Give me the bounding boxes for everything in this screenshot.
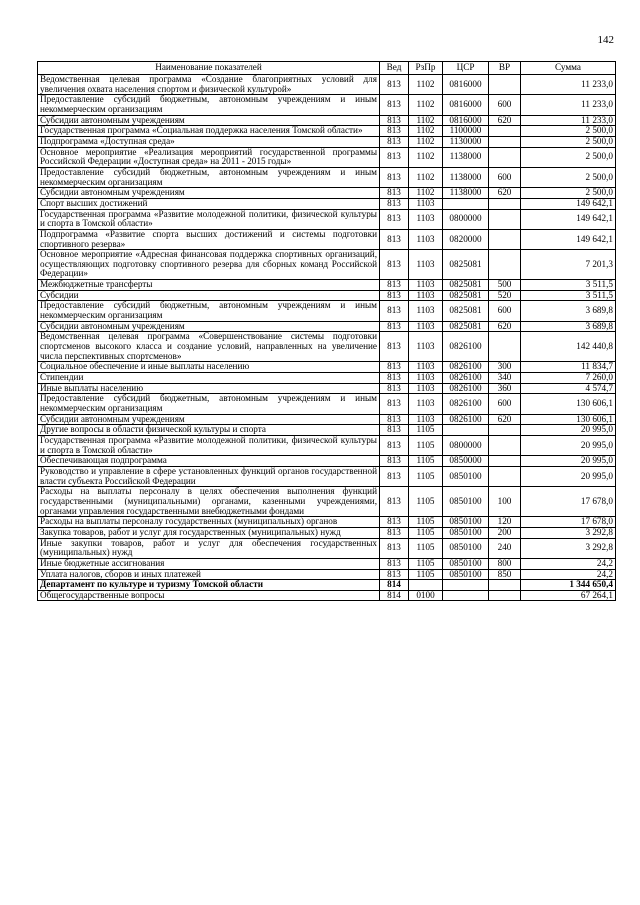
cell-csr: 0850100 [443, 538, 489, 558]
cell-ved: 813 [380, 126, 409, 137]
cell-vr: 340 [489, 373, 521, 384]
cell-name: Субсидии автономным учреждениям [38, 115, 380, 126]
cell-vr: 600 [489, 95, 521, 115]
cell-rzpr: 1103 [409, 290, 443, 301]
cell-vr [489, 332, 521, 362]
cell-name: Подпрограмма «Развитие спорта высших достижений и системы подготовки спортивного резерва» [38, 229, 380, 249]
header-sum: Сумма [521, 62, 616, 75]
table-row [38, 394, 616, 414]
cell-csr: 0826100 [443, 362, 489, 373]
cell-rzpr: 1103 [409, 414, 443, 425]
cell-sum: 2 500,0 [521, 167, 616, 187]
cell-name: Социальное обеспечение и иные выплаты населению [38, 362, 380, 373]
cell-rzpr: 1105 [409, 538, 443, 558]
table-row [38, 321, 616, 332]
table-row [38, 558, 616, 569]
table-row [38, 517, 616, 528]
cell-rzpr: 1105 [409, 558, 443, 569]
page-number: 142 [597, 34, 614, 46]
cell-ved: 813 [380, 147, 409, 167]
cell-csr: 0826100 [443, 394, 489, 414]
table-row [38, 580, 616, 591]
cell-csr [443, 425, 489, 436]
cell-rzpr: 1102 [409, 126, 443, 137]
cell-rzpr: 1103 [409, 209, 443, 229]
cell-vr: 620 [489, 321, 521, 332]
cell-vr: 300 [489, 362, 521, 373]
cell-name: Общегосударственные вопросы [38, 590, 380, 601]
cell-vr: 240 [489, 538, 521, 558]
cell-sum: 11 233,0 [521, 95, 616, 115]
cell-csr: 0816000 [443, 75, 489, 95]
cell-vr: 120 [489, 517, 521, 528]
cell-rzpr: 1102 [409, 167, 443, 187]
cell-rzpr: 1103 [409, 301, 443, 321]
cell-csr: 0850000 [443, 456, 489, 467]
cell-name: Закупка товаров, работ и услуг для государственных (муниципальных) нужд [38, 527, 380, 538]
cell-vr [489, 435, 521, 455]
table-row [38, 229, 616, 249]
table-row [38, 198, 616, 209]
cell-vr: 520 [489, 290, 521, 301]
cell-csr: 0825081 [443, 321, 489, 332]
cell-ved: 813 [380, 301, 409, 321]
table-row [38, 167, 616, 187]
table-row [38, 147, 616, 167]
cell-csr: 0850100 [443, 517, 489, 528]
table-row [38, 373, 616, 384]
cell-ved: 813 [380, 394, 409, 414]
cell-ved: 813 [380, 209, 409, 229]
cell-vr [489, 147, 521, 167]
cell-name: Спорт высших достижений [38, 198, 380, 209]
cell-name: Департамент по культуре и туризму Томской области [38, 580, 380, 591]
cell-name: Иные бюджетные ассигнования [38, 558, 380, 569]
cell-ved: 814 [380, 580, 409, 591]
cell-name: Государственная программа «Развитие молодежной политики, физической культуры и спорта в Томской области» [38, 435, 380, 455]
cell-name: Субсидии [38, 290, 380, 301]
cell-name: Расходы на выплаты персоналу государственных (муниципальных) органов [38, 517, 380, 528]
cell-rzpr: 1102 [409, 136, 443, 147]
cell-vr [489, 198, 521, 209]
table-row [38, 301, 616, 321]
cell-sum: 20 995,0 [521, 435, 616, 455]
cell-name: Руководство и управление в сфере установленных функций органов государственной власти субъекта Российской Федерации [38, 466, 380, 486]
cell-vr [489, 136, 521, 147]
cell-ved: 813 [380, 383, 409, 394]
cell-csr [443, 580, 489, 591]
table-row [38, 250, 616, 280]
cell-csr: 0800000 [443, 209, 489, 229]
cell-vr [489, 425, 521, 436]
header-ved: Вед [380, 62, 409, 75]
cell-name: Расходы на выплаты персоналу в целях обеспечения выполнения функций государственными (муниципальными) органами, казенными учреждениями, органами управления государственными внебюджетными фондами [38, 487, 380, 517]
cell-rzpr: 1105 [409, 569, 443, 580]
cell-rzpr: 1103 [409, 362, 443, 373]
cell-rzpr: 1105 [409, 487, 443, 517]
cell-sum: 17 678,0 [521, 487, 616, 517]
cell-sum: 130 606,1 [521, 394, 616, 414]
cell-csr: 0850100 [443, 558, 489, 569]
cell-sum: 17 678,0 [521, 517, 616, 528]
cell-ved: 813 [380, 456, 409, 467]
cell-csr: 0850100 [443, 487, 489, 517]
cell-vr [489, 229, 521, 249]
cell-csr: 0800000 [443, 435, 489, 455]
cell-csr: 1130000 [443, 136, 489, 147]
cell-sum: 24,2 [521, 569, 616, 580]
table-row [38, 115, 616, 126]
cell-rzpr: 1105 [409, 517, 443, 528]
cell-sum: 11 233,0 [521, 75, 616, 95]
cell-rzpr: 1103 [409, 394, 443, 414]
cell-sum: 1 344 650,4 [521, 580, 616, 591]
cell-rzpr: 1102 [409, 147, 443, 167]
cell-name: Предоставление субсидий бюджетным, автономным учреждениям и иным некоммерческим организациям [38, 167, 380, 187]
cell-sum: 11 834,7 [521, 362, 616, 373]
cell-name: Уплата налогов, сборов и иных платежей [38, 569, 380, 580]
cell-sum: 3 511,5 [521, 290, 616, 301]
cell-ved: 813 [380, 280, 409, 291]
cell-ved: 813 [380, 229, 409, 249]
cell-vr [489, 209, 521, 229]
cell-sum: 20 995,0 [521, 425, 616, 436]
cell-sum: 142 440,8 [521, 332, 616, 362]
cell-sum: 2 500,0 [521, 188, 616, 199]
table-row [38, 569, 616, 580]
cell-rzpr: 1103 [409, 229, 443, 249]
cell-name: Подпрограмма «Доступная среда» [38, 136, 380, 147]
cell-rzpr: 1102 [409, 95, 443, 115]
cell-ved: 813 [380, 558, 409, 569]
cell-vr: 200 [489, 527, 521, 538]
cell-ved: 813 [380, 487, 409, 517]
cell-csr: 1100000 [443, 126, 489, 137]
table-row [38, 188, 616, 199]
cell-csr: 0825081 [443, 290, 489, 301]
table-row [38, 383, 616, 394]
table-row [38, 435, 616, 455]
cell-vr: 620 [489, 115, 521, 126]
table-row [38, 126, 616, 137]
cell-vr: 600 [489, 301, 521, 321]
cell-rzpr: 1103 [409, 373, 443, 384]
cell-rzpr: 1105 [409, 435, 443, 455]
cell-ved: 813 [380, 538, 409, 558]
table-row [38, 466, 616, 486]
cell-rzpr: 0100 [409, 590, 443, 601]
cell-ved: 813 [380, 198, 409, 209]
cell-ved: 813 [380, 362, 409, 373]
cell-name: Ведомственная целевая программа «Совершенствование системы подготовки спортсменов высокого класса и создание условий, направленных на увеличение числа перспективных спортсменов» [38, 332, 380, 362]
cell-rzpr: 1103 [409, 198, 443, 209]
table-row [38, 209, 616, 229]
cell-ved: 813 [380, 321, 409, 332]
table-header-row [38, 62, 616, 75]
cell-sum: 3 689,8 [521, 321, 616, 332]
cell-sum: 11 233,0 [521, 115, 616, 126]
cell-ved: 813 [380, 136, 409, 147]
cell-name: Предоставление субсидий бюджетным, автономным учреждениям и иным некоммерческим организациям [38, 95, 380, 115]
cell-name: Другие вопросы в области физической культуры и спорта [38, 425, 380, 436]
cell-csr [443, 198, 489, 209]
cell-name: Основное мероприятие «Реализация мероприятий государственной программы Российской Федерации «Доступная среда» на 2011 - 2015 годы» [38, 147, 380, 167]
cell-csr: 0825081 [443, 301, 489, 321]
table-row [38, 538, 616, 558]
cell-csr: 0816000 [443, 95, 489, 115]
cell-ved: 813 [380, 290, 409, 301]
table-body [38, 75, 616, 601]
cell-ved: 813 [380, 250, 409, 280]
header-vr: ВР [489, 62, 521, 75]
cell-rzpr: 1103 [409, 332, 443, 362]
cell-sum: 3 292,8 [521, 538, 616, 558]
cell-vr: 360 [489, 383, 521, 394]
cell-csr: 0826100 [443, 332, 489, 362]
cell-ved: 813 [380, 425, 409, 436]
cell-ved: 814 [380, 590, 409, 601]
table-row [38, 425, 616, 436]
cell-csr: 0826100 [443, 373, 489, 384]
cell-sum: 130 606,1 [521, 414, 616, 425]
cell-vr: 100 [489, 487, 521, 517]
table-row [38, 280, 616, 291]
cell-name: Субсидии автономным учреждениям [38, 414, 380, 425]
cell-name: Иные выплаты населению [38, 383, 380, 394]
cell-name: Основное мероприятие «Адресная финансовая поддержка спортивных организаций, осуществляющих подготовку спортивного резерва для сборных команд Российской Федерации» [38, 250, 380, 280]
table-row [38, 487, 616, 517]
cell-vr: 850 [489, 569, 521, 580]
table-row [38, 456, 616, 467]
table-row [38, 95, 616, 115]
cell-name: Предоставление субсидий бюджетным, автономным учреждениям и иным некоммерческим организациям [38, 301, 380, 321]
cell-csr: 0826100 [443, 383, 489, 394]
cell-sum: 7 201,3 [521, 250, 616, 280]
cell-name: Государственная программа «Социальная поддержка населения Томской области» [38, 126, 380, 137]
cell-csr: 0825081 [443, 280, 489, 291]
cell-sum: 24,2 [521, 558, 616, 569]
cell-sum: 4 574,7 [521, 383, 616, 394]
cell-name: Иные закупки товаров, работ и услуг для обеспечения государственных (муниципальных) нужд [38, 538, 380, 558]
cell-ved: 813 [380, 167, 409, 187]
cell-rzpr: 1103 [409, 321, 443, 332]
table-row [38, 362, 616, 373]
cell-rzpr: 1103 [409, 280, 443, 291]
cell-csr: 0850100 [443, 569, 489, 580]
cell-csr: 1138000 [443, 147, 489, 167]
cell-sum: 20 995,0 [521, 456, 616, 467]
cell-name: Обеспечивающая подпрограмма [38, 456, 380, 467]
cell-ved: 813 [380, 527, 409, 538]
header-name: Наименование показателей [38, 62, 380, 75]
cell-name: Субсидии автономным учреждениям [38, 188, 380, 199]
cell-vr [489, 580, 521, 591]
table-row [38, 590, 616, 601]
cell-sum: 149 642,1 [521, 209, 616, 229]
cell-ved: 813 [380, 517, 409, 528]
cell-ved: 813 [380, 373, 409, 384]
cell-ved: 813 [380, 188, 409, 199]
cell-rzpr: 1102 [409, 115, 443, 126]
cell-csr: 1138000 [443, 188, 489, 199]
cell-vr: 500 [489, 280, 521, 291]
cell-name: Стипендии [38, 373, 380, 384]
table-row [38, 290, 616, 301]
cell-csr: 0825081 [443, 250, 489, 280]
cell-sum: 149 642,1 [521, 229, 616, 249]
table-row [38, 527, 616, 538]
cell-ved: 813 [380, 414, 409, 425]
cell-name: Предоставление субсидий бюджетным, автономным учреждениям и иным некоммерческим организациям [38, 394, 380, 414]
header-csr: ЦСР [443, 62, 489, 75]
cell-csr: 0850100 [443, 527, 489, 538]
cell-ved: 813 [380, 115, 409, 126]
cell-sum: 2 500,0 [521, 136, 616, 147]
cell-sum: 3 292,8 [521, 527, 616, 538]
cell-sum: 3 511,5 [521, 280, 616, 291]
cell-vr [489, 126, 521, 137]
cell-csr: 0820000 [443, 229, 489, 249]
cell-sum: 3 689,8 [521, 301, 616, 321]
cell-sum: 20 995,0 [521, 466, 616, 486]
cell-vr [489, 75, 521, 95]
cell-ved: 813 [380, 75, 409, 95]
table-row [38, 75, 616, 95]
cell-name: Межбюджетные трансферты [38, 280, 380, 291]
cell-ved: 813 [380, 95, 409, 115]
cell-name: Государственная программа «Развитие молодежной политики, физической культуры и спорта в Томской области» [38, 209, 380, 229]
header-rzpr: РзПр [409, 62, 443, 75]
cell-rzpr: 1102 [409, 75, 443, 95]
cell-sum: 149 642,1 [521, 198, 616, 209]
cell-vr: 620 [489, 414, 521, 425]
cell-ved: 813 [380, 332, 409, 362]
cell-rzpr: 1105 [409, 466, 443, 486]
cell-rzpr: 1103 [409, 250, 443, 280]
cell-name: Ведомственная целевая программа «Создание благоприятных условий для увеличения охвата населения спортом и физической культурой» [38, 75, 380, 95]
cell-csr: 0826100 [443, 414, 489, 425]
cell-vr: 620 [489, 188, 521, 199]
budget-table [37, 61, 616, 601]
cell-sum: 2 500,0 [521, 126, 616, 137]
cell-sum: 67 264,1 [521, 590, 616, 601]
cell-rzpr: 1105 [409, 425, 443, 436]
cell-csr [443, 590, 489, 601]
cell-vr [489, 456, 521, 467]
table-row [38, 414, 616, 425]
table-row [38, 136, 616, 147]
cell-rzpr: 1103 [409, 383, 443, 394]
cell-rzpr: 1105 [409, 527, 443, 538]
cell-csr: 0850100 [443, 466, 489, 486]
cell-rzpr [409, 580, 443, 591]
cell-ved: 813 [380, 435, 409, 455]
cell-vr [489, 590, 521, 601]
cell-rzpr: 1102 [409, 188, 443, 199]
cell-sum: 7 260,0 [521, 373, 616, 384]
cell-vr: 600 [489, 167, 521, 187]
cell-csr: 0816000 [443, 115, 489, 126]
cell-sum: 2 500,0 [521, 147, 616, 167]
cell-vr [489, 466, 521, 486]
table-row [38, 332, 616, 362]
cell-ved: 813 [380, 466, 409, 486]
cell-vr [489, 250, 521, 280]
cell-name: Субсидии автономным учреждениям [38, 321, 380, 332]
cell-ved: 813 [380, 569, 409, 580]
cell-rzpr: 1105 [409, 456, 443, 467]
cell-csr: 1138000 [443, 167, 489, 187]
cell-vr: 600 [489, 394, 521, 414]
cell-vr: 800 [489, 558, 521, 569]
